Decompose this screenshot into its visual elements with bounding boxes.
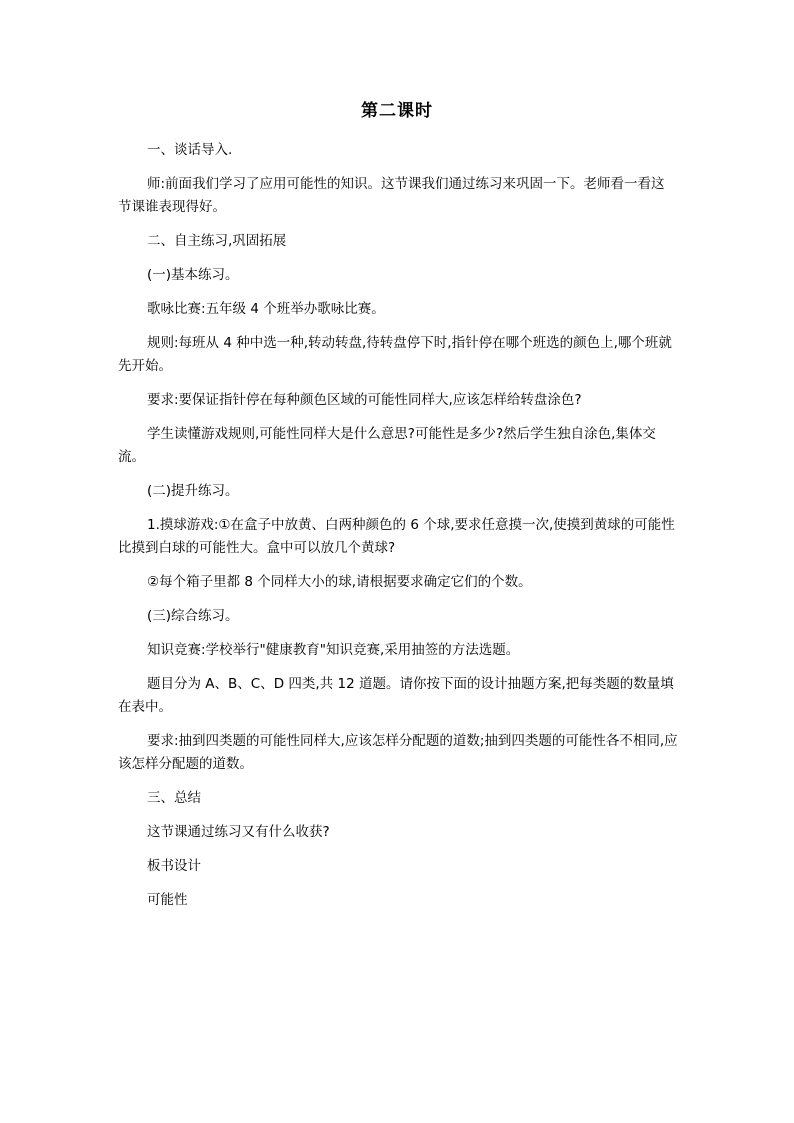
section-heading-intro: 一、谈话导入. bbox=[147, 142, 233, 158]
section-heading-summary: 三、总结 bbox=[147, 790, 201, 806]
page-title: 第二课时 bbox=[361, 101, 433, 121]
paragraph-ball-game: 1.摸球游戏:①在盒子中放黄、白两种颜色的 6 个球,要求任意摸一次,使摸到黄球的可能性比摸到白球的可能性大。盒中可以放几个黄球? bbox=[118, 517, 675, 556]
paragraph-teacher-intro: 师:前面我们学习了应用可能性的知识。这节课我们通过练习来巩固一下。老师看一看这节课谁表现得好。 bbox=[118, 176, 665, 215]
paragraph-box-balls: ②每个箱子里都 8 个同样大小的球,请根据要求确定它们的个数。 bbox=[147, 574, 532, 590]
paragraph-summary-question: 这节课通过练习又有什么收获? bbox=[147, 824, 330, 840]
subheading-basic-practice: (一)基本练习。 bbox=[147, 267, 239, 283]
subheading-advanced-practice: (二)提升练习。 bbox=[147, 483, 239, 499]
subheading-comprehensive-practice: (三)综合练习。 bbox=[147, 608, 239, 624]
section-heading-practice: 二、自主练习,巩固拓展 bbox=[147, 233, 287, 249]
paragraph-question-categories: 题目分为 A、B、C、D 四类,共 12 道题。请你按下面的设计抽题方案,把每类题的数量填在表中。 bbox=[118, 676, 674, 715]
paragraph-requirement-questions: 要求:抽到四类题的可能性同样大,应该怎样分配题的道数;抽到四类题的可能性各不相同,应该怎样分配题的道数。 bbox=[118, 733, 678, 772]
paragraph-rules: 规则:每班从 4 种中选一种,转动转盘,待转盘停下时,指针停在哪个班选的颜色上,哪个班就先开始。 bbox=[118, 335, 672, 374]
paragraph-board-design: 板书设计 bbox=[147, 858, 201, 874]
paragraph-singing-contest: 歌咏比赛:五年级 4 个班举办歌咏比赛。 bbox=[147, 301, 385, 317]
paragraph-student-activity: 学生读懂游戏规则,可能性同样大是什么意思?可能性是多少?然后学生独自涂色,集体交流。 bbox=[118, 426, 656, 465]
paragraph-possibility: 可能性 bbox=[147, 892, 188, 908]
paragraph-knowledge-contest: 知识竞赛:学校举行"健康教育"知识竞赛,采用抽签的方法选题。 bbox=[147, 642, 520, 658]
paragraph-requirement-spinner: 要求:要保证指针停在每种颜色区域的可能性同样大,应该怎样给转盘涂色? bbox=[147, 392, 582, 408]
